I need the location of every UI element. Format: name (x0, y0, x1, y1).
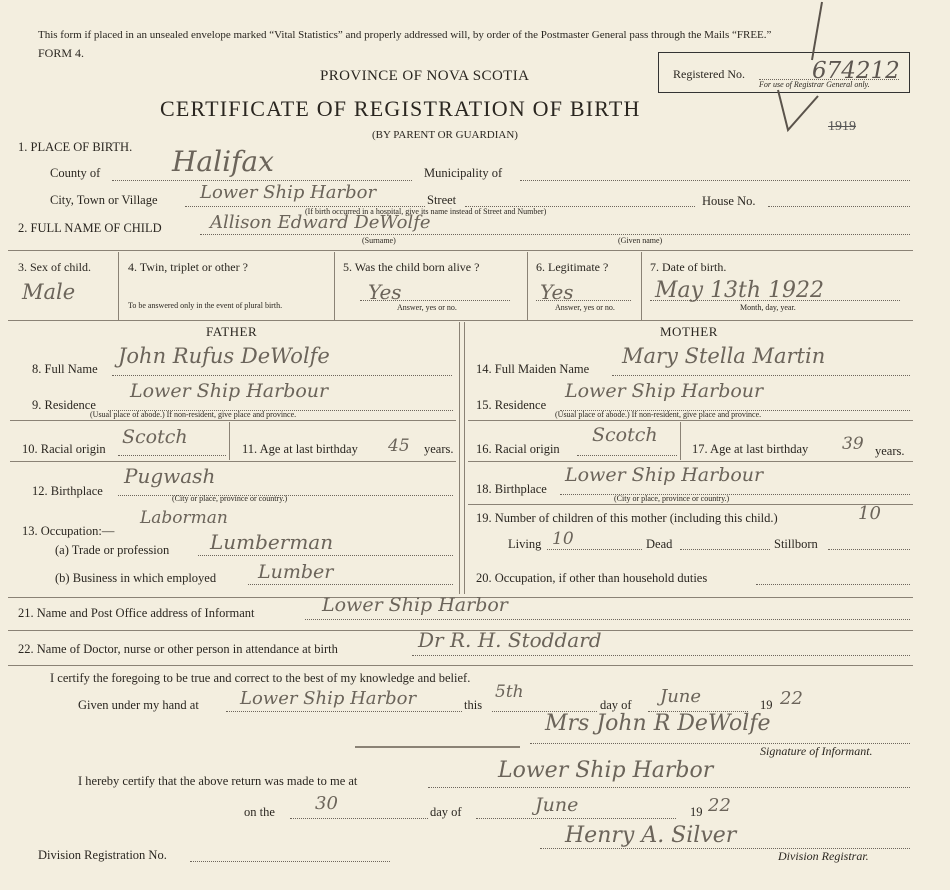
rule (8, 250, 913, 251)
registrar-day-value: 30 (315, 793, 338, 814)
father-occupation-label: 13. Occupation:— (22, 524, 115, 538)
mother-racial-origin-value: Scotch (592, 424, 658, 446)
given-under-hand-label: Given under my hand at (78, 698, 199, 712)
given-day-value: 5th (495, 682, 524, 702)
dotted-line (756, 584, 910, 585)
informant-value: Lower Ship Harbor (322, 594, 508, 616)
mother-birthplace-note: (City or place, province or country.) (614, 494, 730, 503)
dotted-line (248, 584, 453, 585)
father-business-value: Lumber (258, 561, 334, 583)
county-value: Halifax (172, 145, 274, 178)
father-birthplace-label: 12. Birthplace (32, 484, 103, 498)
rule (468, 461, 913, 462)
page-subtitle: (BY PARENT OR GUARDIAN) (372, 129, 518, 141)
dotted-line (520, 180, 910, 181)
mother-age-value: 39 (842, 434, 864, 454)
dotted-line (412, 655, 910, 656)
mother-birthplace-value: Lower Ship Harbour (565, 464, 764, 486)
dotted-line (428, 787, 910, 788)
father-trade-label: (a) Trade or profession (55, 543, 170, 557)
dotted-line (828, 549, 910, 550)
registrar-year-prefix: 19 (690, 805, 703, 819)
rule (468, 420, 913, 421)
house-number-label: House No. (702, 194, 756, 208)
father-business-label: (b) Business in which employed (55, 571, 217, 585)
rule (641, 252, 642, 320)
father-age-value: 45 (388, 436, 410, 456)
rule (680, 422, 681, 460)
dotted-line (476, 818, 676, 819)
dotted-line (190, 861, 390, 862)
date-of-birth-label: 7. Date of birth. (650, 260, 727, 274)
mother-residence-value: Lower Ship Harbour (565, 380, 764, 402)
signature-of-informant-label: Signature of Informant. (760, 744, 873, 758)
given-day-of-label: day of (600, 698, 632, 712)
registrar-day-of-label: day of (430, 805, 462, 819)
father-racial-origin-value: Scotch (122, 426, 188, 448)
registrar-year-value: 22 (708, 795, 731, 816)
father-trade-value: Lumberman (210, 530, 334, 554)
municipality-label: Municipality of (424, 166, 503, 180)
pen-stroke-marks (760, 0, 830, 140)
father-name-value: John Rufus DeWolfe (118, 344, 330, 368)
father-racial-origin-label: 10. Racial origin (22, 442, 106, 456)
doctor-value: Dr R. H. Stoddard (418, 628, 602, 652)
postal-notice: This form if placed in an unsealed envelope marked “Vital Statistics” and properly addressed will, by order of the Postmaster General pass through the Mails “FREE.” (38, 29, 772, 41)
rule (10, 420, 456, 421)
dotted-line (547, 549, 642, 550)
stillborn-label: Stillborn (774, 537, 818, 551)
registrar-signature: Henry A. Silver (565, 823, 737, 848)
rule (8, 665, 913, 666)
father-age-label: 11. Age at last birthday (242, 442, 358, 456)
this-label: this (464, 698, 483, 712)
father-residence-note: (Usual place of abode.) If non-resident, give place and province. (90, 410, 297, 419)
certification-statement: I certify the foregoing to be true and correct to the best of my knowledge and belief. (50, 671, 471, 685)
registrar-month-value: June (535, 794, 579, 816)
given-place-value: Lower Ship Harbor (240, 688, 417, 709)
legitimate-label: 6. Legitimate ? (536, 260, 609, 274)
legitimate-value: Yes (540, 280, 574, 304)
mother-children-label: 19. Number of children of this mother (including this child.) (476, 511, 778, 525)
father-residence-value: Lower Ship Harbour (130, 380, 329, 402)
mother-name-label: 14. Full Maiden Name (476, 362, 590, 376)
father-heading: FATHER (206, 324, 258, 339)
given-month-value: June (660, 686, 702, 707)
dotted-line (305, 619, 910, 620)
rule (334, 252, 335, 320)
rule (8, 320, 913, 321)
twin-label: 4. Twin, triplet or other ? (128, 260, 248, 274)
street-label: Street (427, 193, 457, 207)
dotted-line (612, 375, 910, 376)
registrar-place-value: Lower Ship Harbor (498, 758, 714, 783)
father-occupation-value: Laborman (140, 508, 228, 528)
alive-label: 5. Was the child born alive ? (343, 260, 480, 274)
rule (10, 461, 456, 462)
dotted-line (198, 555, 453, 556)
on-the-label: on the (244, 805, 275, 819)
division-registrar-label: Division Registrar. (778, 849, 869, 863)
living-label: Living (508, 537, 542, 551)
dead-label: Dead (646, 537, 673, 551)
form-number: FORM 4. (38, 46, 85, 60)
rule (118, 252, 119, 320)
rule (527, 252, 528, 320)
given-name-note: (Given name) (618, 236, 663, 245)
mother-children-value: 10 (858, 503, 881, 524)
mother-residence-note: (Usual place of abode.) If non-resident, give place and province. (555, 410, 762, 419)
living-value: 10 (552, 529, 574, 549)
mother-years-label: years. (875, 444, 905, 458)
dotted-line (118, 455, 226, 456)
registered-number-label: Registered No. (673, 67, 745, 81)
rule (464, 322, 465, 594)
dotted-line (112, 180, 412, 181)
dotted-line (290, 818, 428, 819)
rule (355, 746, 520, 748)
dotted-line (226, 711, 462, 712)
informant-label: 21. Name and Post Office address of Informant (18, 606, 255, 620)
page-title: CERTIFICATE OF REGISTRATION OF BIRTH (160, 96, 641, 121)
mother-birthplace-label: 18. Birthplace (476, 482, 547, 496)
twin-note: To be answered only in the event of plural birth. (128, 301, 283, 310)
child-name-label: 2. FULL NAME OF CHILD (18, 221, 162, 235)
hospital-note: (If birth occurred in a hospital, give its name instead of Street and Number) (305, 207, 547, 216)
father-birthplace-note: (City or place, province or country.) (172, 494, 288, 503)
informant-signature: Mrs John R DeWolfe (545, 711, 771, 736)
date-of-birth-note: Month, day, year. (740, 303, 796, 312)
mother-heading: MOTHER (660, 324, 718, 339)
dotted-line (560, 494, 910, 495)
dotted-line (577, 455, 677, 456)
city-value: Lower Ship Harbor (200, 182, 377, 203)
division-registration-number-label: Division Registration No. (38, 848, 167, 862)
registered-number-value: 674212 (812, 58, 900, 84)
province-heading: PROVINCE OF NOVA SCOTIA (320, 68, 530, 84)
struck-year: 1919 (828, 119, 856, 134)
place-of-birth-label: 1. PLACE OF BIRTH. (18, 140, 133, 154)
county-label: County of (50, 166, 101, 180)
rule (468, 504, 913, 505)
sex-value: Male (22, 280, 76, 304)
given-year-prefix: 19 (760, 698, 773, 712)
dotted-line (200, 234, 910, 235)
father-name-label: 8. Full Name (32, 362, 98, 376)
date-of-birth-value: May 13th 1922 (655, 278, 825, 303)
mother-racial-origin-label: 16. Racial origin (476, 442, 560, 456)
father-years-label: years. (424, 442, 454, 456)
doctor-label: 22. Name of Doctor, nurse or other person in attendance at birth (18, 642, 338, 656)
rule (459, 322, 460, 594)
city-label: City, Town or Village (50, 193, 158, 207)
sex-label: 3. Sex of child. (18, 260, 91, 274)
dotted-line (112, 375, 452, 376)
registrar-use-note: For use of Registrar General only. (759, 80, 870, 89)
child-name-value: Allison Edward DeWolfe (210, 212, 431, 233)
father-birthplace-value: Pugwash (124, 464, 216, 488)
dotted-line (680, 549, 770, 550)
legitimate-note: Answer, yes or no. (555, 303, 615, 312)
alive-value: Yes (368, 280, 402, 304)
mother-occupation-label: 20. Occupation, if other than household duties (476, 571, 708, 585)
mother-name-value: Mary Stella Martin (622, 344, 826, 368)
registrar-statement: I hereby certify that the above return was made to me at (78, 774, 358, 788)
given-year-value: 22 (780, 688, 803, 709)
surname-note: (Surname) (362, 236, 396, 245)
mother-age-label: 17. Age at last birthday (692, 442, 809, 456)
mother-residence-label: 15. Residence (476, 398, 547, 412)
dotted-line (768, 206, 910, 207)
alive-note: Answer, yes or no. (397, 303, 457, 312)
father-residence-label: 9. Residence (32, 398, 96, 412)
rule (229, 422, 230, 460)
